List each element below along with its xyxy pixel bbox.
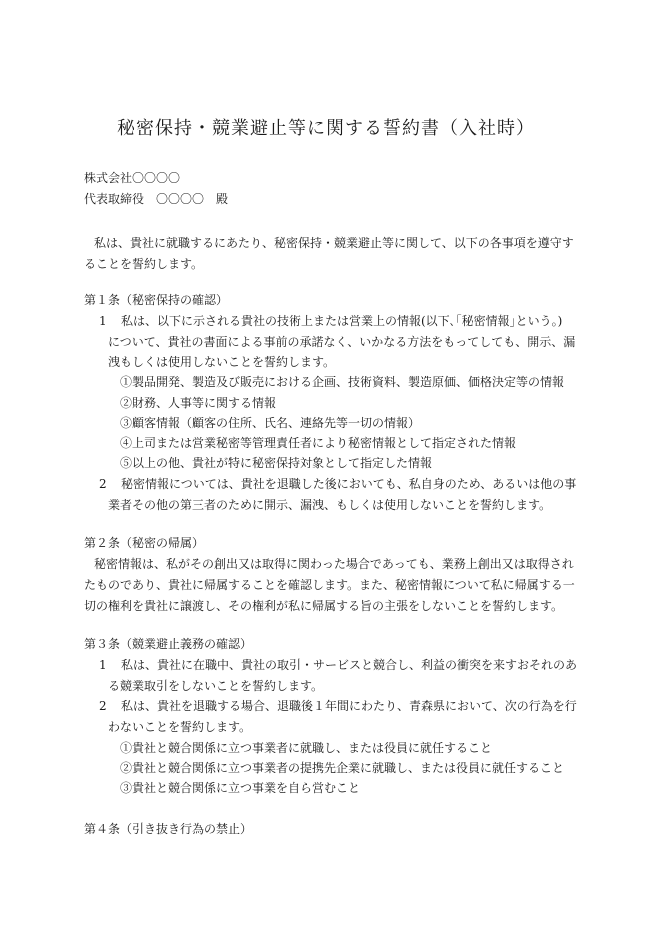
article-1-subitem-3: ③顧客情報（顧客の住所、氏名、連絡先等一切の情報） bbox=[120, 416, 421, 430]
article-1-subitem-4: ④上司または営業秘密等管理責任者により秘密情報として指定された情報 bbox=[120, 436, 517, 450]
article-1-subitem-2: ②財務、人事等に関する情報 bbox=[120, 396, 277, 410]
article-2-heading: 第２条（秘密の帰属） bbox=[84, 536, 205, 550]
article-4-heading: 第４条（引き抜き行為の禁止） bbox=[84, 822, 253, 836]
addressee-representative: 代表取締役 〇〇〇〇 殿 bbox=[84, 192, 229, 206]
article-2-line-3: 切の権利を貴社に譲渡し、その権利が私に帰属する旨の主張をしないことを誓約します。 bbox=[84, 599, 564, 613]
article-3-item-1-line-1 bbox=[99, 657, 577, 673]
article-1-item-2-text: 秘密情報については、貴社を退職した後においても、私自身のため、あるいは他の事 bbox=[121, 477, 577, 491]
document-title: 秘密保持・競業避止等に関する誓約書（入社時） bbox=[117, 118, 535, 139]
article-3-item-1-line-2: る競業取引をしないことを誓約します。 bbox=[108, 679, 324, 693]
article-1-item-2-line-2: 業者その他の第三者のために開示、漏洩、もしくは使用しないことを誓約します。 bbox=[108, 498, 552, 512]
article-3-subitem-2: ②貴社と競合関係に立つ事業者の提携先企業に就職し、または役員に就任すること bbox=[120, 761, 565, 775]
article-1-item-1-line-3: 洩もしくは使用しないことを誓約します。 bbox=[108, 355, 336, 369]
addressee-company: 株式会社〇〇〇〇 bbox=[84, 171, 181, 185]
article-1-subitem-1: ①製品開発、製造及び販売における企画、技術資料、製造原価、価格決定等の情報 bbox=[120, 375, 565, 389]
article-3-subitem-3: ③貴社と競合関係に立つ事業を自ら営むこと bbox=[120, 781, 361, 795]
article-3-subitem-1: ①貴社と競合関係に立つ事業者に就職し、または役員に就任すること bbox=[120, 741, 493, 755]
article-3-item-2-line-1 bbox=[99, 698, 577, 714]
article-1-item-1-line-2: について、貴社の書面による事前の承諾なく、いかなる方法をもってしても、開示、漏 bbox=[108, 335, 576, 349]
article-1-item-1-number: 1 bbox=[99, 314, 107, 328]
article-3-item-1-text: 私は、貴社に在職中、貴社の取引・サービスと競合し、利益の衝突を来すおそれのあ bbox=[121, 658, 578, 672]
article-1-subitem-5: ⑤以上の他、貴社が特に秘密保持対象として指定した情報 bbox=[120, 456, 433, 470]
article-3-item-1-number: 1 bbox=[99, 658, 107, 672]
article-1-heading: 第１条（秘密保持の確認） bbox=[84, 293, 229, 307]
article-3-item-2-text: 私は、貴社を退職する場合、退職後１年間にわたり、青森県において、次の行為を行 bbox=[121, 699, 577, 713]
article-2-line-2: たものであり、貴社に帰属することを確認します。また、秘密情報について私に帰属する一 bbox=[84, 578, 575, 592]
article-3-heading: 第３条（競業避止義務の確認） bbox=[84, 637, 253, 651]
intro-line-2: ることを誓約します。 bbox=[84, 257, 204, 271]
article-1-item-2-number: 2 bbox=[99, 477, 107, 491]
article-2-line-1: 秘密情報は、私がその創出又は取得に関わった場合であっても、業務上創出又は取得され bbox=[94, 557, 574, 571]
article-3-item-2-line-2: わないことを誓約します。 bbox=[108, 720, 252, 734]
article-1-item-1-text: 私は、以下に示される貴社の技術上または営業上の情報(以下､｢秘密情報｣という。) bbox=[121, 314, 563, 328]
intro-line-1: 私は、貴社に就職するにあたり、秘密保持・競業避止等に関して、以下の各事項を遵守す bbox=[94, 236, 574, 250]
article-1-item-2-line-1 bbox=[99, 476, 576, 492]
article-3-item-2-number: 2 bbox=[99, 699, 107, 713]
article-1-item-1-line-1 bbox=[99, 313, 562, 329]
